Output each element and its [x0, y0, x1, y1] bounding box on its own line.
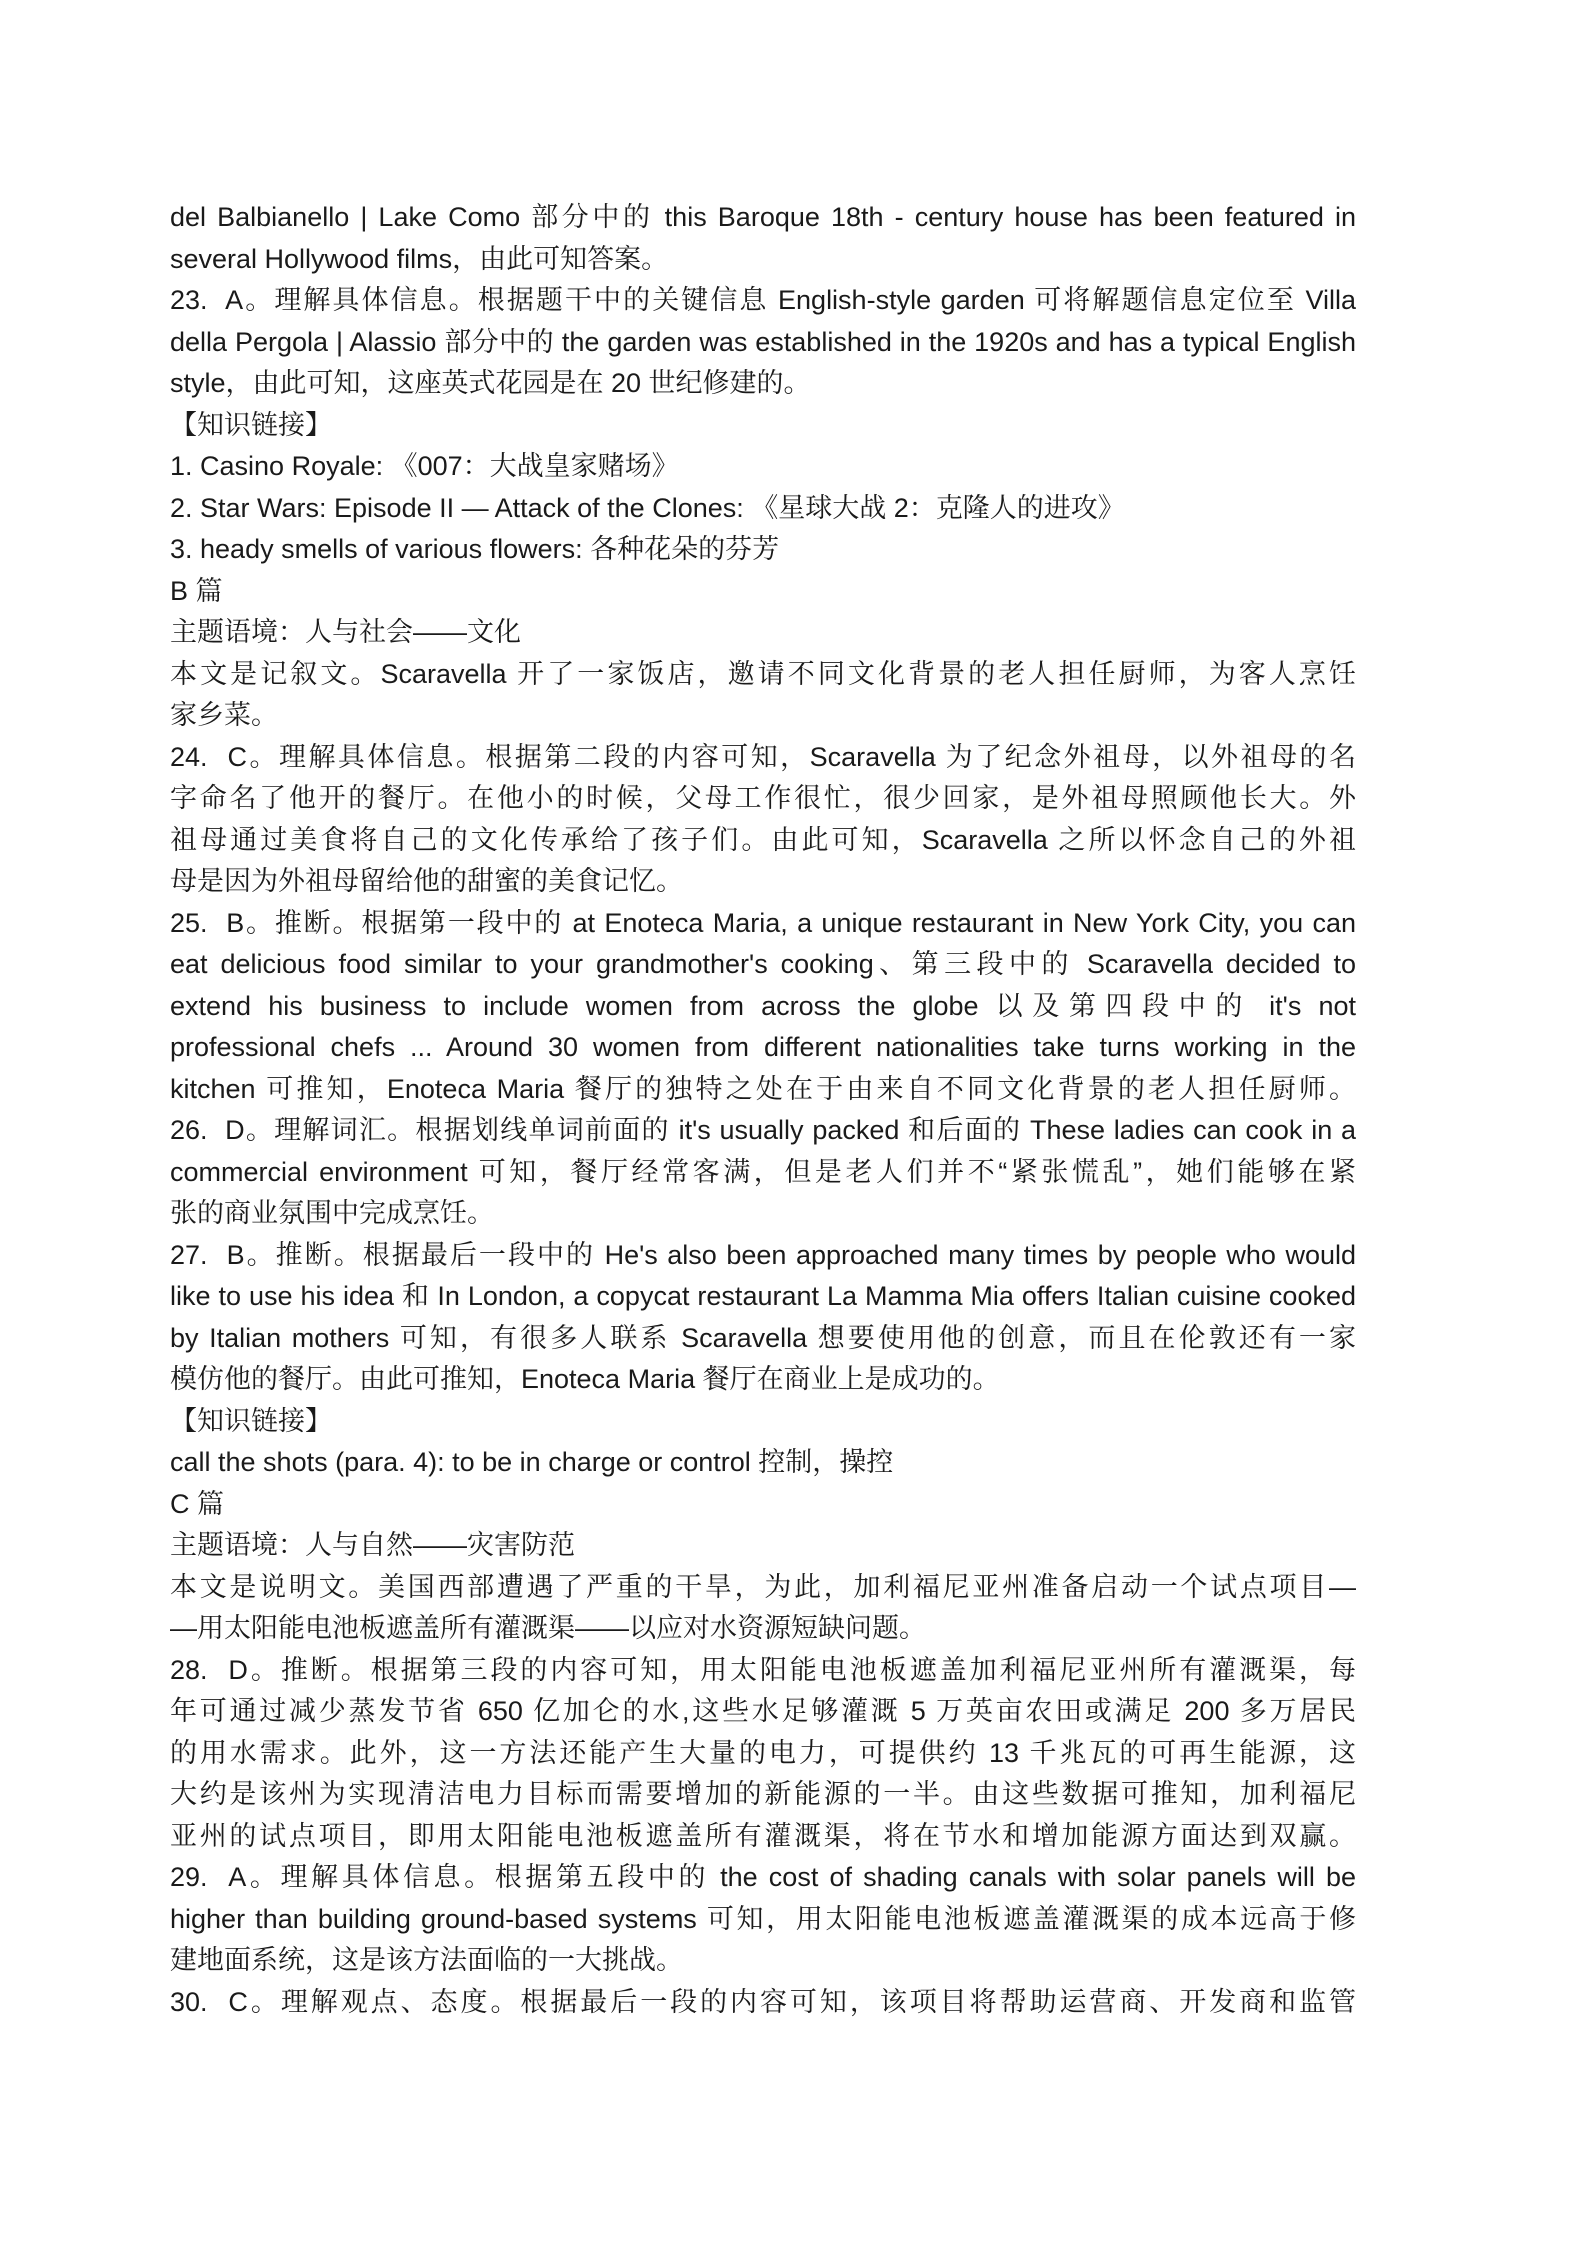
- text-line: 本文是说明文。美国西部遭遇了严重的干旱，为此，加利福尼亚州准备启动一个试点项目—: [170, 1571, 1356, 1602]
- text-line: 26. D。理解词汇。根据划线单词前面的 it's usually packed 和后面的 These ladies can cook in a: [170, 1115, 1356, 1145]
- text-line: style，由此可知，这座英式花园是在 20 世纪修建的。: [170, 368, 811, 398]
- text-line: 3. heady smells of various flowers: 各种花朵的芬芳: [170, 534, 780, 564]
- text-line: 张的商业氛围中完成烹饪。: [170, 1198, 494, 1228]
- text-line: 2. Star Wars: Episode II — Attack of the Clones: 《星球大战 2：克隆人的进攻》: [170, 492, 1125, 523]
- text-line: higher than building ground-based systems 可知，用太阳能电池板遮盖灌溉渠的成本远高于修: [170, 1903, 1356, 1934]
- text-line: kitchen 可推知，Enoteca Maria 餐厅的独特之处在于由来自不同文化背景的老人担任厨师。: [170, 1073, 1356, 1104]
- text-line: 1. Casino Royale: 《007：大战皇家赌场》: [170, 451, 679, 481]
- text-line: 25. B。推断。根据第一段中的 at Enoteca Maria, a unique restaurant in New York City, you can: [170, 907, 1356, 938]
- text-line: 祖母通过美食将自己的文化传承给了孩子们。由此可知，Scaravella 之所以怀念自己的外祖: [170, 824, 1356, 855]
- text-line: B 篇: [170, 575, 223, 606]
- text-line: 【知识链接】: [170, 409, 332, 440]
- text-line: 主题语境：人与社会——文化: [170, 617, 521, 647]
- text-line: 的用水需求。此外，这一方法还能产生大量的电力，可提供约 13 千兆瓦的可再生能源，这: [170, 1737, 1356, 1768]
- text-line: 亚州的试点项目，即用太阳能电池板遮盖所有灌溉渠，将在节水和增加能源方面达到双赢。: [170, 1820, 1356, 1851]
- text-line: C 篇: [170, 1488, 224, 1519]
- text-line: call the shots (para. 4): to be in charge or control 控制，操控: [170, 1447, 894, 1477]
- text-line: 年可通过减少蒸发节省 650 亿加仑的水,这些水足够灌溉 5 万英亩农田或满足 200 多万居民: [170, 1696, 1356, 1726]
- text-line: 23. A。理解具体信息。根据题干中的关键信息 English-style garden 可将解题信息定位至 Villa: [170, 285, 1356, 315]
- text-line: 27. B。推断。根据最后一段中的 He's also been approached many times by people who would: [170, 1239, 1356, 1270]
- text-line: several Hollywood films，由此可知答案。: [170, 243, 669, 274]
- text-line: 24. C。理解具体信息。根据第二段的内容可知，Scaravella 为了纪念外祖母，以外祖母的名: [170, 741, 1356, 772]
- text-line: 本文是记叙文。Scaravella 开了一家饭店，邀请不同文化背景的老人担任厨师，为客人烹饪: [170, 658, 1356, 689]
- text-line: eat delicious food similar to your grandmother's cooking、第三段中的 Scaravella decided to: [170, 949, 1356, 979]
- text-line: 母是因为外祖母留给他的甜蜜的美食记忆。: [170, 866, 683, 896]
- text-line: professional chefs ... Around 30 women from different nationalities take turns working in the: [170, 1032, 1356, 1062]
- text-line: 28. D。推断。根据第三段的内容可知，用太阳能电池板遮盖加利福尼亚州所有灌溉渠，每: [170, 1654, 1356, 1685]
- text-line: commercial environment 可知，餐厅经常客满，但是老人们并不“紧张慌乱”，她们能够在紧: [170, 1156, 1356, 1187]
- text-line: 【知识链接】: [170, 1405, 332, 1436]
- text-line: —用太阳能电池板遮盖所有灌溉渠——以应对水资源短缺问题。: [170, 1613, 926, 1643]
- text-line: della Pergola | Alassio 部分中的 the garden was established in the 1920s and has a typical English: [170, 326, 1356, 357]
- text-line: 30. C。理解观点、态度。根据最后一段的内容可知，该项目将帮助运营商、开发商和监管: [170, 1986, 1356, 2017]
- text-line: 大约是该州为实现清洁电力目标而需要增加的新能源的一半。由这些数据可推知，加利福尼: [170, 1779, 1356, 1809]
- text-line: 字命名了他开的餐厅。在他小的时候，父母工作很忙，很少回家，是外祖母照顾他长大。外: [170, 783, 1356, 813]
- text-line: like to use his idea 和 In London, a copycat restaurant La Mamma Mia offers Italian cuisine cooked: [170, 1281, 1356, 1311]
- text-line: 建地面系统，这是该方法面临的一大挑战。: [170, 1945, 683, 1975]
- document-text: [170, 197, 1356, 2023]
- text-line: del Balbianello | Lake Como 部分中的 this Baroque 18th - century house has been featured in: [170, 202, 1356, 232]
- text-line: 模仿他的餐厅。由此可推知，Enoteca Maria 餐厅在商业上是成功的。: [170, 1364, 1000, 1394]
- text-line: extend his business to include women from across the globe 以及第四段中的 it's not: [170, 990, 1356, 1021]
- text-line: 29. A。理解具体信息。根据第五段中的 the cost of shading canals with solar panels will be: [170, 1862, 1356, 1892]
- text-line: 主题语境：人与自然——灾害防范: [170, 1530, 575, 1560]
- text-line: 家乡菜。: [170, 700, 278, 730]
- text-line: by Italian mothers 可知，有很多人联系 Scaravella 想要使用他的创意，而且在伦敦还有一家: [170, 1322, 1356, 1353]
